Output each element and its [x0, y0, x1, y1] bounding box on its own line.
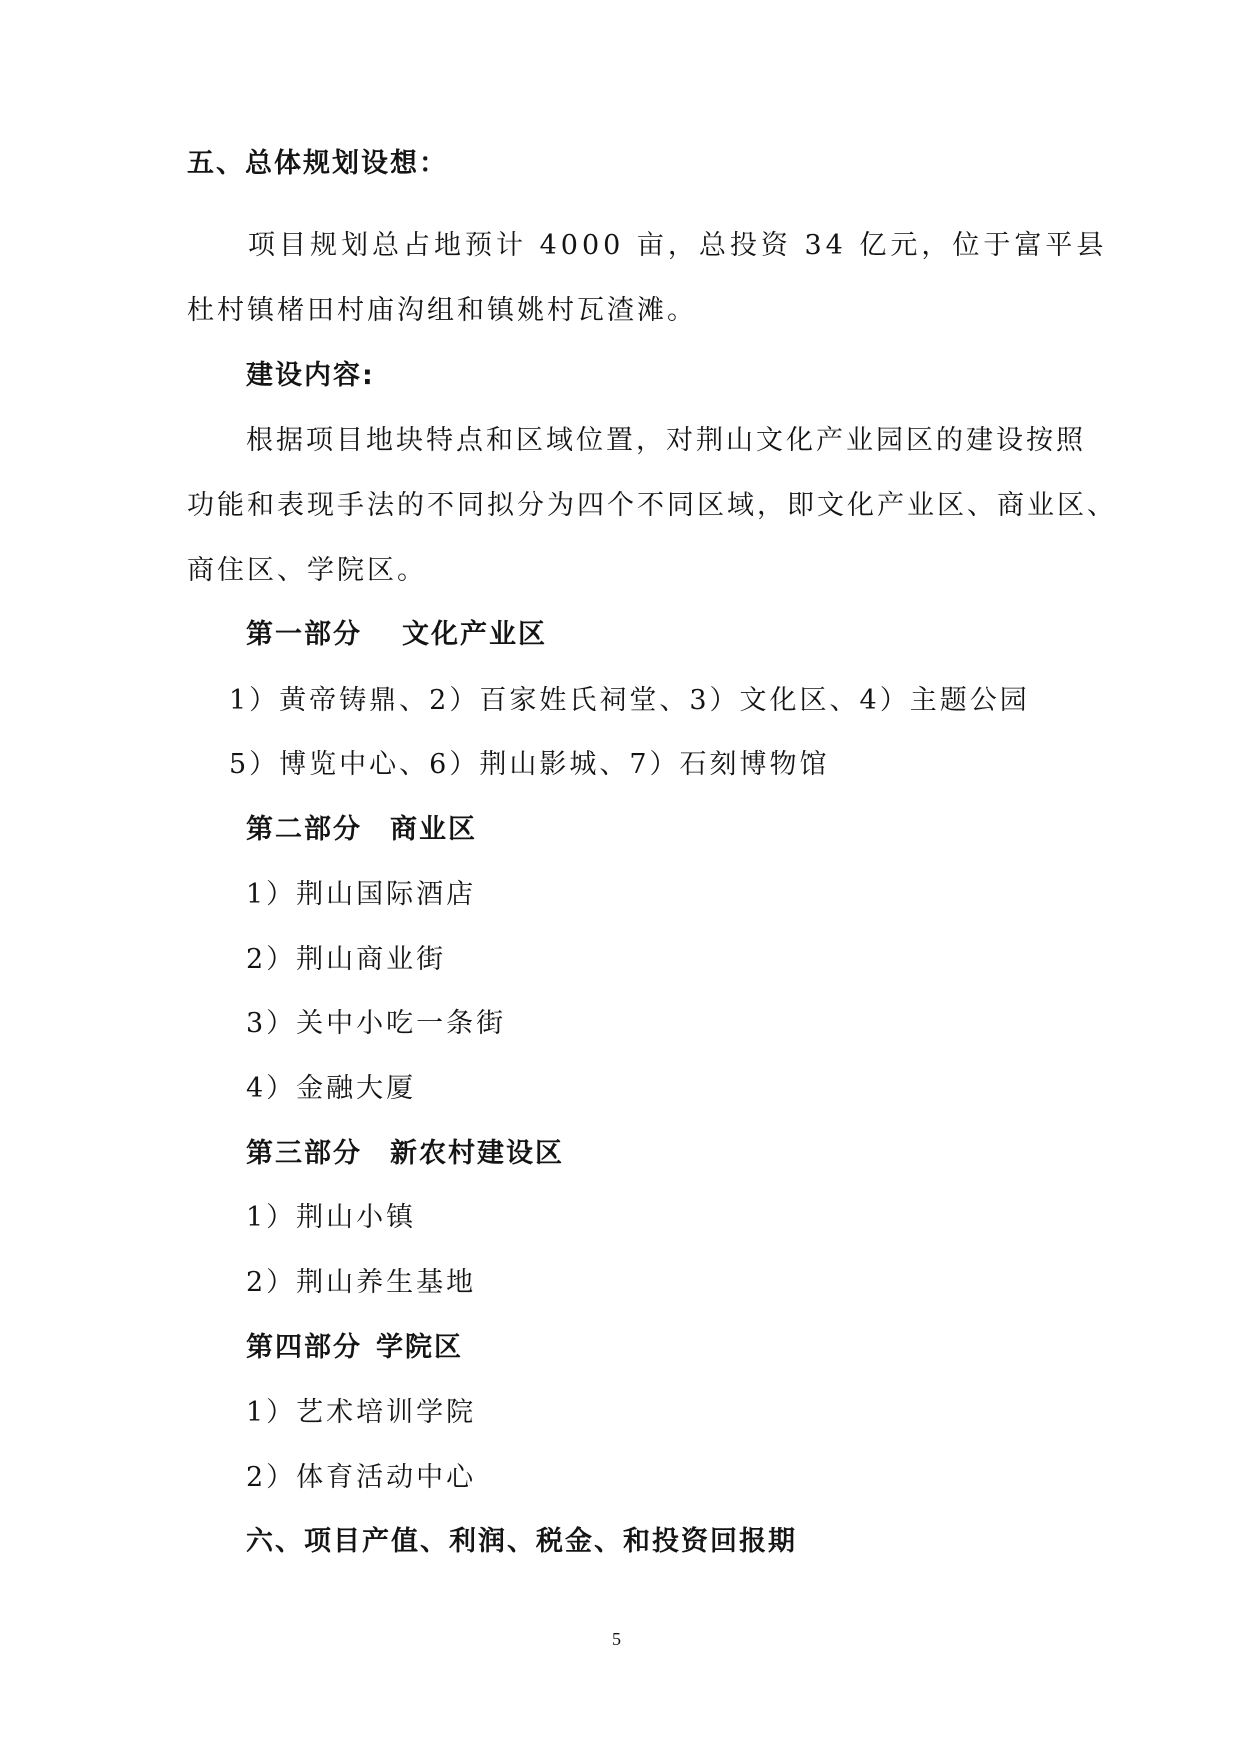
page-number: 5	[612, 1629, 621, 1649]
part-2-item: 1）荆山国际酒店	[246, 879, 477, 910]
part-3-label: 第三部分	[246, 1138, 362, 1169]
part-1-label: 第一部分	[246, 619, 362, 650]
part-1-title: 文化产业区	[402, 619, 547, 650]
part-3-item: 1）荆山小镇	[246, 1202, 417, 1233]
construction-paragraph-line-2: 功能和表现手法的不同拟分为四个不同区域，即文化产业区、商业区、	[187, 490, 1117, 521]
part-1-items-line-1: 1）黄帝铸鼎、2）百家姓氏祠堂、3）文化区、4）主题公园	[229, 685, 1030, 716]
part-1-heading	[246, 617, 547, 653]
section-heading-5: 五、总体规划设想：	[187, 148, 448, 179]
construction-content-heading: 建设内容:	[246, 360, 375, 391]
part-4-item: 1）艺术培训学院	[246, 1397, 477, 1428]
construction-paragraph-line-1: 根据项目地块特点和区域位置，对荆山文化产业园区的建设按照	[246, 425, 1086, 456]
section-heading-6: 六、项目产值、利润、税金、和投资回报期	[246, 1526, 797, 1557]
part-3-item: 2）荆山养生基地	[246, 1267, 477, 1298]
intro-paragraph-line-1: 项目规划总占地预计 4000 亩，总投资 34 亿元，位于富平县	[248, 230, 1108, 261]
construction-paragraph-line-3: 商住区、学院区。	[187, 555, 427, 586]
part-1-items-line-2: 5）博览中心、6）荆山影城、7）石刻博物馆	[229, 749, 830, 780]
part-2-title: 商业区	[390, 814, 477, 845]
part-3-title: 新农村建设区	[390, 1138, 564, 1169]
part-2-heading	[246, 812, 477, 848]
part-2-item: 4）金融大厦	[246, 1073, 417, 1104]
part-2-item: 3）关中小吃一条街	[246, 1008, 507, 1039]
intro-paragraph-line-2: 杜村镇楮田村庙沟组和镇姚村瓦渣滩。	[187, 295, 697, 326]
part-4-heading	[246, 1330, 463, 1366]
part-4-item: 2）体育活动中心	[246, 1462, 477, 1493]
part-4-label: 第四部分	[246, 1332, 362, 1363]
part-3-heading	[246, 1136, 564, 1172]
part-2-item: 2）荆山商业街	[246, 944, 447, 975]
part-4-title: 学院区	[376, 1332, 463, 1363]
part-2-label: 第二部分	[246, 814, 362, 845]
